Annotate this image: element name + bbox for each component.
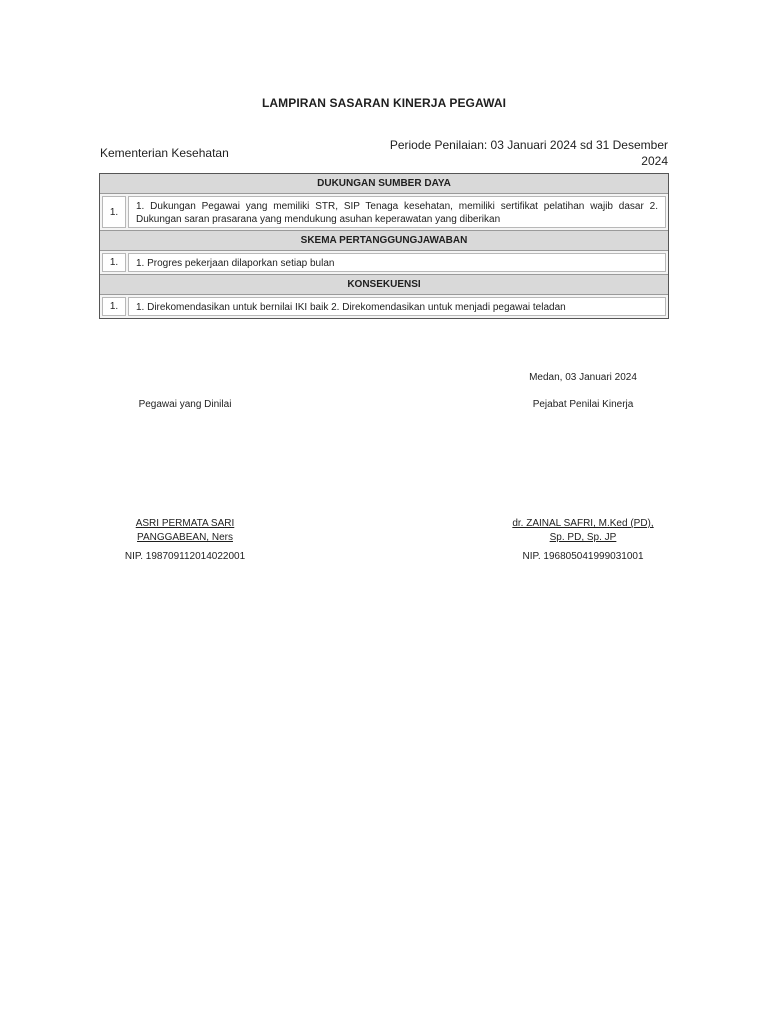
evaluator-name — [498, 517, 668, 545]
table-row — [100, 251, 668, 274]
evaluatee-name — [100, 517, 270, 545]
row-number: 1. — [102, 253, 126, 272]
section-header-dukungan-sumber-daya: DUKUNGAN SUMBER DAYA — [100, 174, 668, 194]
row-text: 1. Progres pekerjaan dilaporkan setiap bulan — [128, 253, 666, 272]
document-title: LAMPIRAN SASARAN KINERJA PEGAWAI — [261, 96, 507, 110]
section-header-konsekuensi: KONSEKUENSI — [100, 274, 668, 295]
table-row — [100, 295, 668, 318]
organization-name: Kementerian Kesehatan — [100, 146, 229, 160]
sasaran-table — [99, 173, 669, 319]
row-number: 1. — [102, 196, 126, 228]
assessment-period: Periode Penilaian: 03 Januari 2024 sd 31 Desember 2024 — [389, 138, 668, 168]
row-text: 1. Dukungan Pegawai yang memiliki STR, SIP Tenaga kesehatan, memiliki sertifikat pelatihan wajib dasar 2. Dukungan saran prasarana yang mendukung asuhan keperawatan yang diberikan — [128, 196, 666, 228]
evaluator-nip: NIP. 196805041999031001 — [522, 551, 644, 562]
section-header-skema-pertanggungjawaban: SKEMA PERTANGGUNGJAWABAN — [100, 230, 668, 251]
row-text: 1. Direkomendasikan untuk bernilai IKI baik 2. Direkomendasikan untuk menjadi pegawai teladan — [128, 297, 666, 316]
place-date: Medan, 03 Januari 2024 — [529, 372, 637, 383]
evaluator-name-line2: Sp. PD, Sp. JP — [549, 532, 617, 543]
evaluator-name-line1: dr. ZAINAL SAFRI, M.Ked (PD), — [512, 518, 654, 529]
evaluatee-name-line1: ASRI PERMATA SARI — [135, 518, 235, 529]
evaluatee-role: Pegawai yang Dinilai — [138, 399, 232, 410]
evaluator-role: Pejabat Penilai Kinerja — [532, 399, 634, 410]
evaluatee-name-line2: PANGGABEAN, Ners — [137, 532, 233, 543]
evaluatee-nip: NIP. 198709112014022001 — [124, 551, 246, 562]
table-row — [100, 194, 668, 230]
row-number: 1. — [102, 297, 126, 316]
